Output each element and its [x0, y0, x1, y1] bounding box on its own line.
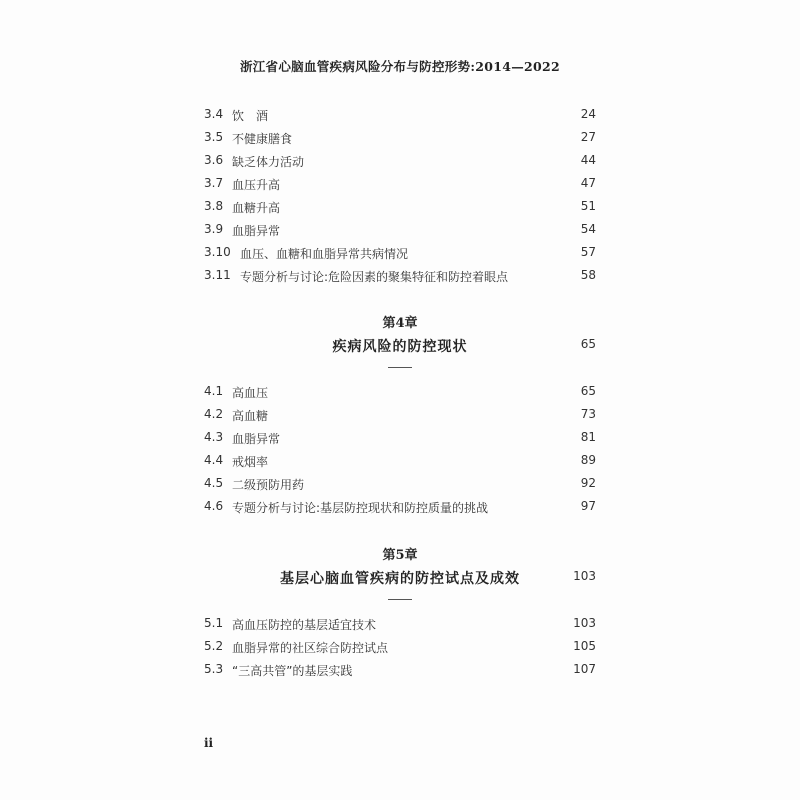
chapter-5-heading[interactable]	[204, 568, 596, 590]
toc-entry[interactable]	[204, 430, 596, 450]
toc-page: 81	[580, 430, 596, 444]
toc-title: 血压、血糖和血脂异常共病情况	[240, 247, 409, 261]
toc-number: 3.8	[204, 199, 224, 213]
toc-entry[interactable]	[204, 130, 596, 150]
toc-number: 3.9	[204, 222, 224, 236]
toc-number: 4.5	[204, 476, 224, 490]
toc-title: 专题分析与讨论:基层防控现状和防控质量的挑战	[232, 501, 489, 515]
running-header: 浙江省心脑血管疾病风险分布与防控形势:2014—2022	[239, 59, 561, 74]
toc-title: 高血压	[232, 386, 269, 400]
chapter-4-title: 疾病风险的防控现状	[332, 339, 468, 355]
toc-entry[interactable]	[204, 453, 596, 473]
toc-number: 3.11	[204, 268, 231, 282]
toc-number: 3.7	[204, 176, 224, 190]
toc-number: 3.5	[204, 130, 224, 144]
toc-page: 51	[580, 199, 596, 213]
toc-title: “三高共管”的基层实践	[232, 664, 353, 678]
toc-title: 血脂异常	[232, 432, 281, 446]
toc-number: 5.1	[204, 616, 224, 630]
chapter-divider	[388, 599, 412, 600]
toc-entry[interactable]	[204, 616, 596, 636]
chapter-5-page: 103	[573, 569, 596, 583]
toc-page: 73	[580, 407, 596, 421]
toc-entry[interactable]	[204, 268, 596, 288]
toc-title: 高血压防控的基层适宜技术	[232, 618, 377, 632]
toc-entry[interactable]	[204, 499, 596, 519]
toc-number: 5.2	[204, 639, 224, 653]
toc-title: 戒烟率	[232, 455, 269, 469]
toc-page: 65	[580, 384, 596, 398]
toc-number: 3.4	[204, 107, 224, 121]
toc-entry[interactable]	[204, 639, 596, 659]
toc-page: 58	[580, 268, 596, 282]
toc-page: 92	[580, 476, 596, 490]
toc-title: 饮 酒	[232, 109, 269, 123]
toc-title: 高血糖	[232, 409, 269, 423]
toc-title: 缺乏体力活动	[232, 155, 305, 169]
toc-entry[interactable]	[204, 107, 596, 127]
toc-number: 5.3	[204, 662, 224, 676]
toc-entry[interactable]	[204, 153, 596, 173]
chapter-4-label: 第4章	[382, 316, 418, 331]
toc-page: 89	[580, 453, 596, 467]
toc-title: 血脂异常的社区综合防控试点	[232, 641, 389, 655]
toc-page: 24	[580, 107, 596, 121]
toc-number: 4.3	[204, 430, 224, 444]
toc-title: 血脂异常	[232, 224, 281, 238]
toc-number: 4.6	[204, 499, 224, 513]
toc-entry[interactable]	[204, 199, 596, 219]
toc-page: 103	[573, 616, 596, 630]
toc-title: 不健康膳食	[232, 132, 293, 146]
toc-page: 54	[580, 222, 596, 236]
toc-title: 血压升高	[232, 178, 281, 192]
toc-entry[interactable]	[204, 384, 596, 404]
toc-number: 4.1	[204, 384, 224, 398]
toc-number: 3.6	[204, 153, 224, 167]
toc-number: 4.2	[204, 407, 224, 421]
toc-title: 二级预防用药	[232, 478, 305, 492]
chapter-4-page: 65	[580, 337, 596, 351]
toc-entry[interactable]	[204, 407, 596, 427]
chapter-5-label: 第5章	[382, 548, 418, 563]
toc-page: 27	[580, 130, 596, 144]
toc-entry[interactable]	[204, 245, 596, 265]
toc-page: 97	[580, 499, 596, 513]
toc-number: 4.4	[204, 453, 224, 467]
toc-entry[interactable]	[204, 662, 596, 682]
toc-page: 105	[573, 639, 596, 653]
chapter-4-heading[interactable]	[204, 336, 596, 358]
toc-entry[interactable]	[204, 476, 596, 496]
toc-title: 专题分析与讨论:危险因素的聚集特征和防控着眼点	[240, 270, 509, 284]
toc-number: 3.10	[204, 245, 231, 259]
toc-title: 血糖升高	[232, 201, 281, 215]
toc-page: 107	[573, 662, 596, 676]
toc-page: 57	[580, 245, 596, 259]
toc-entry[interactable]	[204, 222, 596, 242]
toc-page: 47	[580, 176, 596, 190]
chapter-5-title: 基层心脑血管疾病的防控试点及成效	[280, 571, 520, 587]
chapter-divider	[388, 367, 412, 368]
page-number: ii	[204, 736, 214, 750]
toc-page: 44	[580, 153, 596, 167]
toc-entry[interactable]	[204, 176, 596, 196]
